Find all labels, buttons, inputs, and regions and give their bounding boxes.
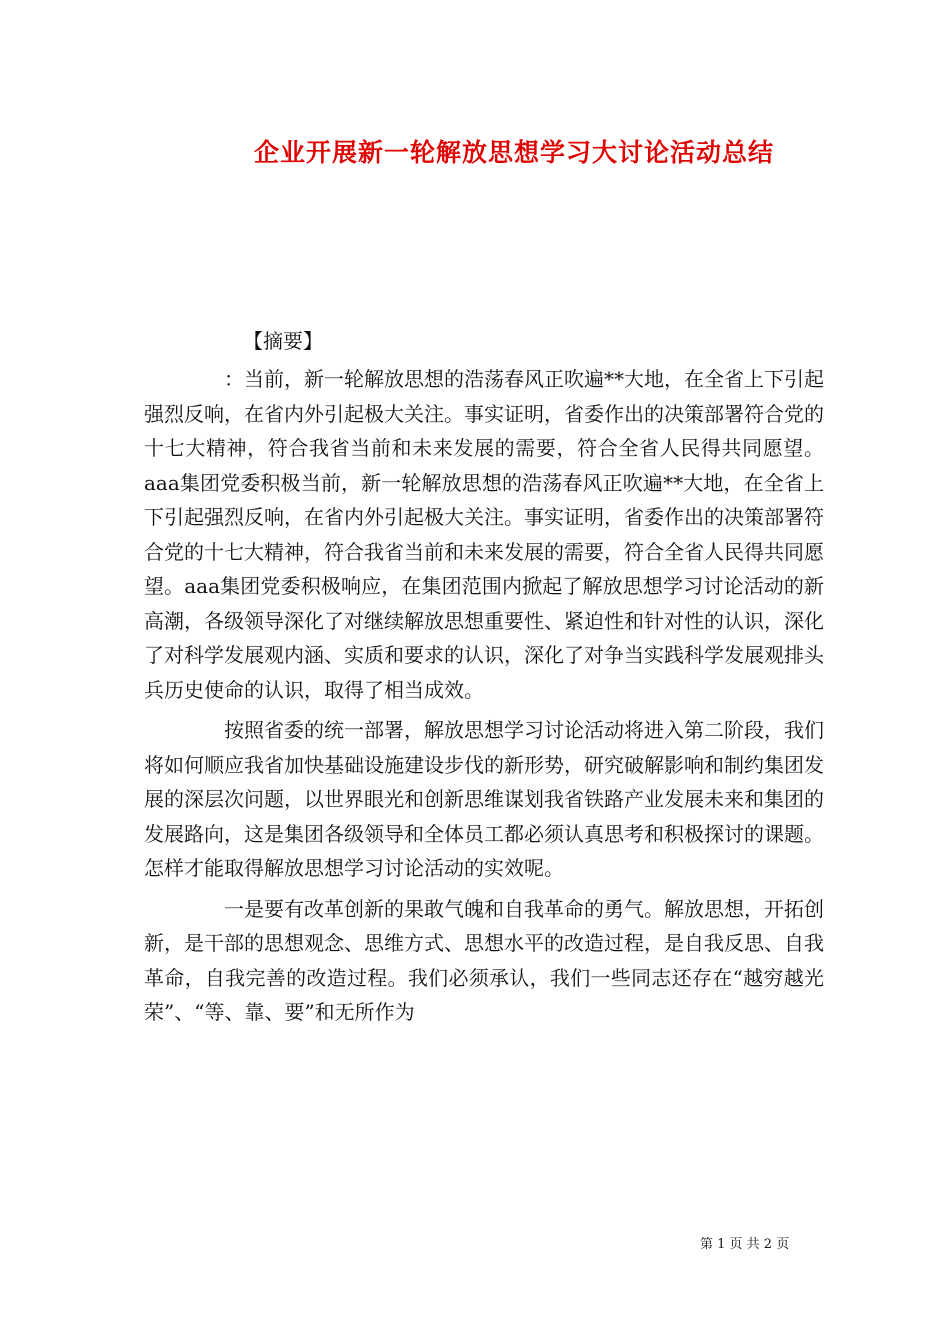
- abstract-label: 【摘要】: [243, 329, 323, 353]
- document-title: 企业开展新一轮解放思想学习大讨论活动总结: [253, 138, 774, 167]
- paragraph: 一是要有改革创新的果敢气魄和自我革命的勇气。解放思想，开拓创新，是干部的思想观念、思维方式、思想水平的改造过程，是自我反思、自我革命，自我完善的改造过程。我们必须承认，我们一些同志还存在“越穷越光荣”、“等、靠、要”和无所作为: [144, 896, 824, 1024]
- paragraph: 按照省委的统一部署，解放思想学习讨论活动将进入第二阶段，我们将如何顺应我省加快基础设施建设步伐的新形势，研究破解影响和制约集团发展的深层次问题，以世界眼光和创新思维谋划我省铁路产业发展未来和集团的发展路向，这是集团各级领导和全体员工都必须认真思考和积极探讨的课题。怎样才能取得解放思想学习讨论活动的实效呢。: [144, 718, 824, 880]
- page-footer: 第 1 页 共 2 页: [700, 1237, 790, 1252]
- paragraph: ：当前，新一轮解放思想的浩荡春风正吹遍**大地，在全省上下引起强烈反响，在省内外引起极大关注。事实证明，省委作出的决策部署符合党的十七大精神，符合我省当前和未来发展的需要，符合全省人民得共同愿望。aaa集团党委积极当前，新一轮解放思想的浩荡春风正吹遍**大地，在全省上下引起强烈反响，在省内外引起极大关注。事实证明，省委作出的决策部署符合党的十七大精神，符合我省当前和未来发展的需要，符合全省人民得共同愿望。aaa集团党委积极响应，在集团范围内掀起了解放思想学习讨论活动的新高潮，各级领导深化了对继续解放思想重要性、紧迫性和针对性的认识，深化了对科学发展观内涵、实质和要求的认识，深化了对争当实践科学发展观排头兵历史使命的认识，取得了相当成效。: [144, 367, 824, 702]
- document-body: [144, 362, 824, 1030]
